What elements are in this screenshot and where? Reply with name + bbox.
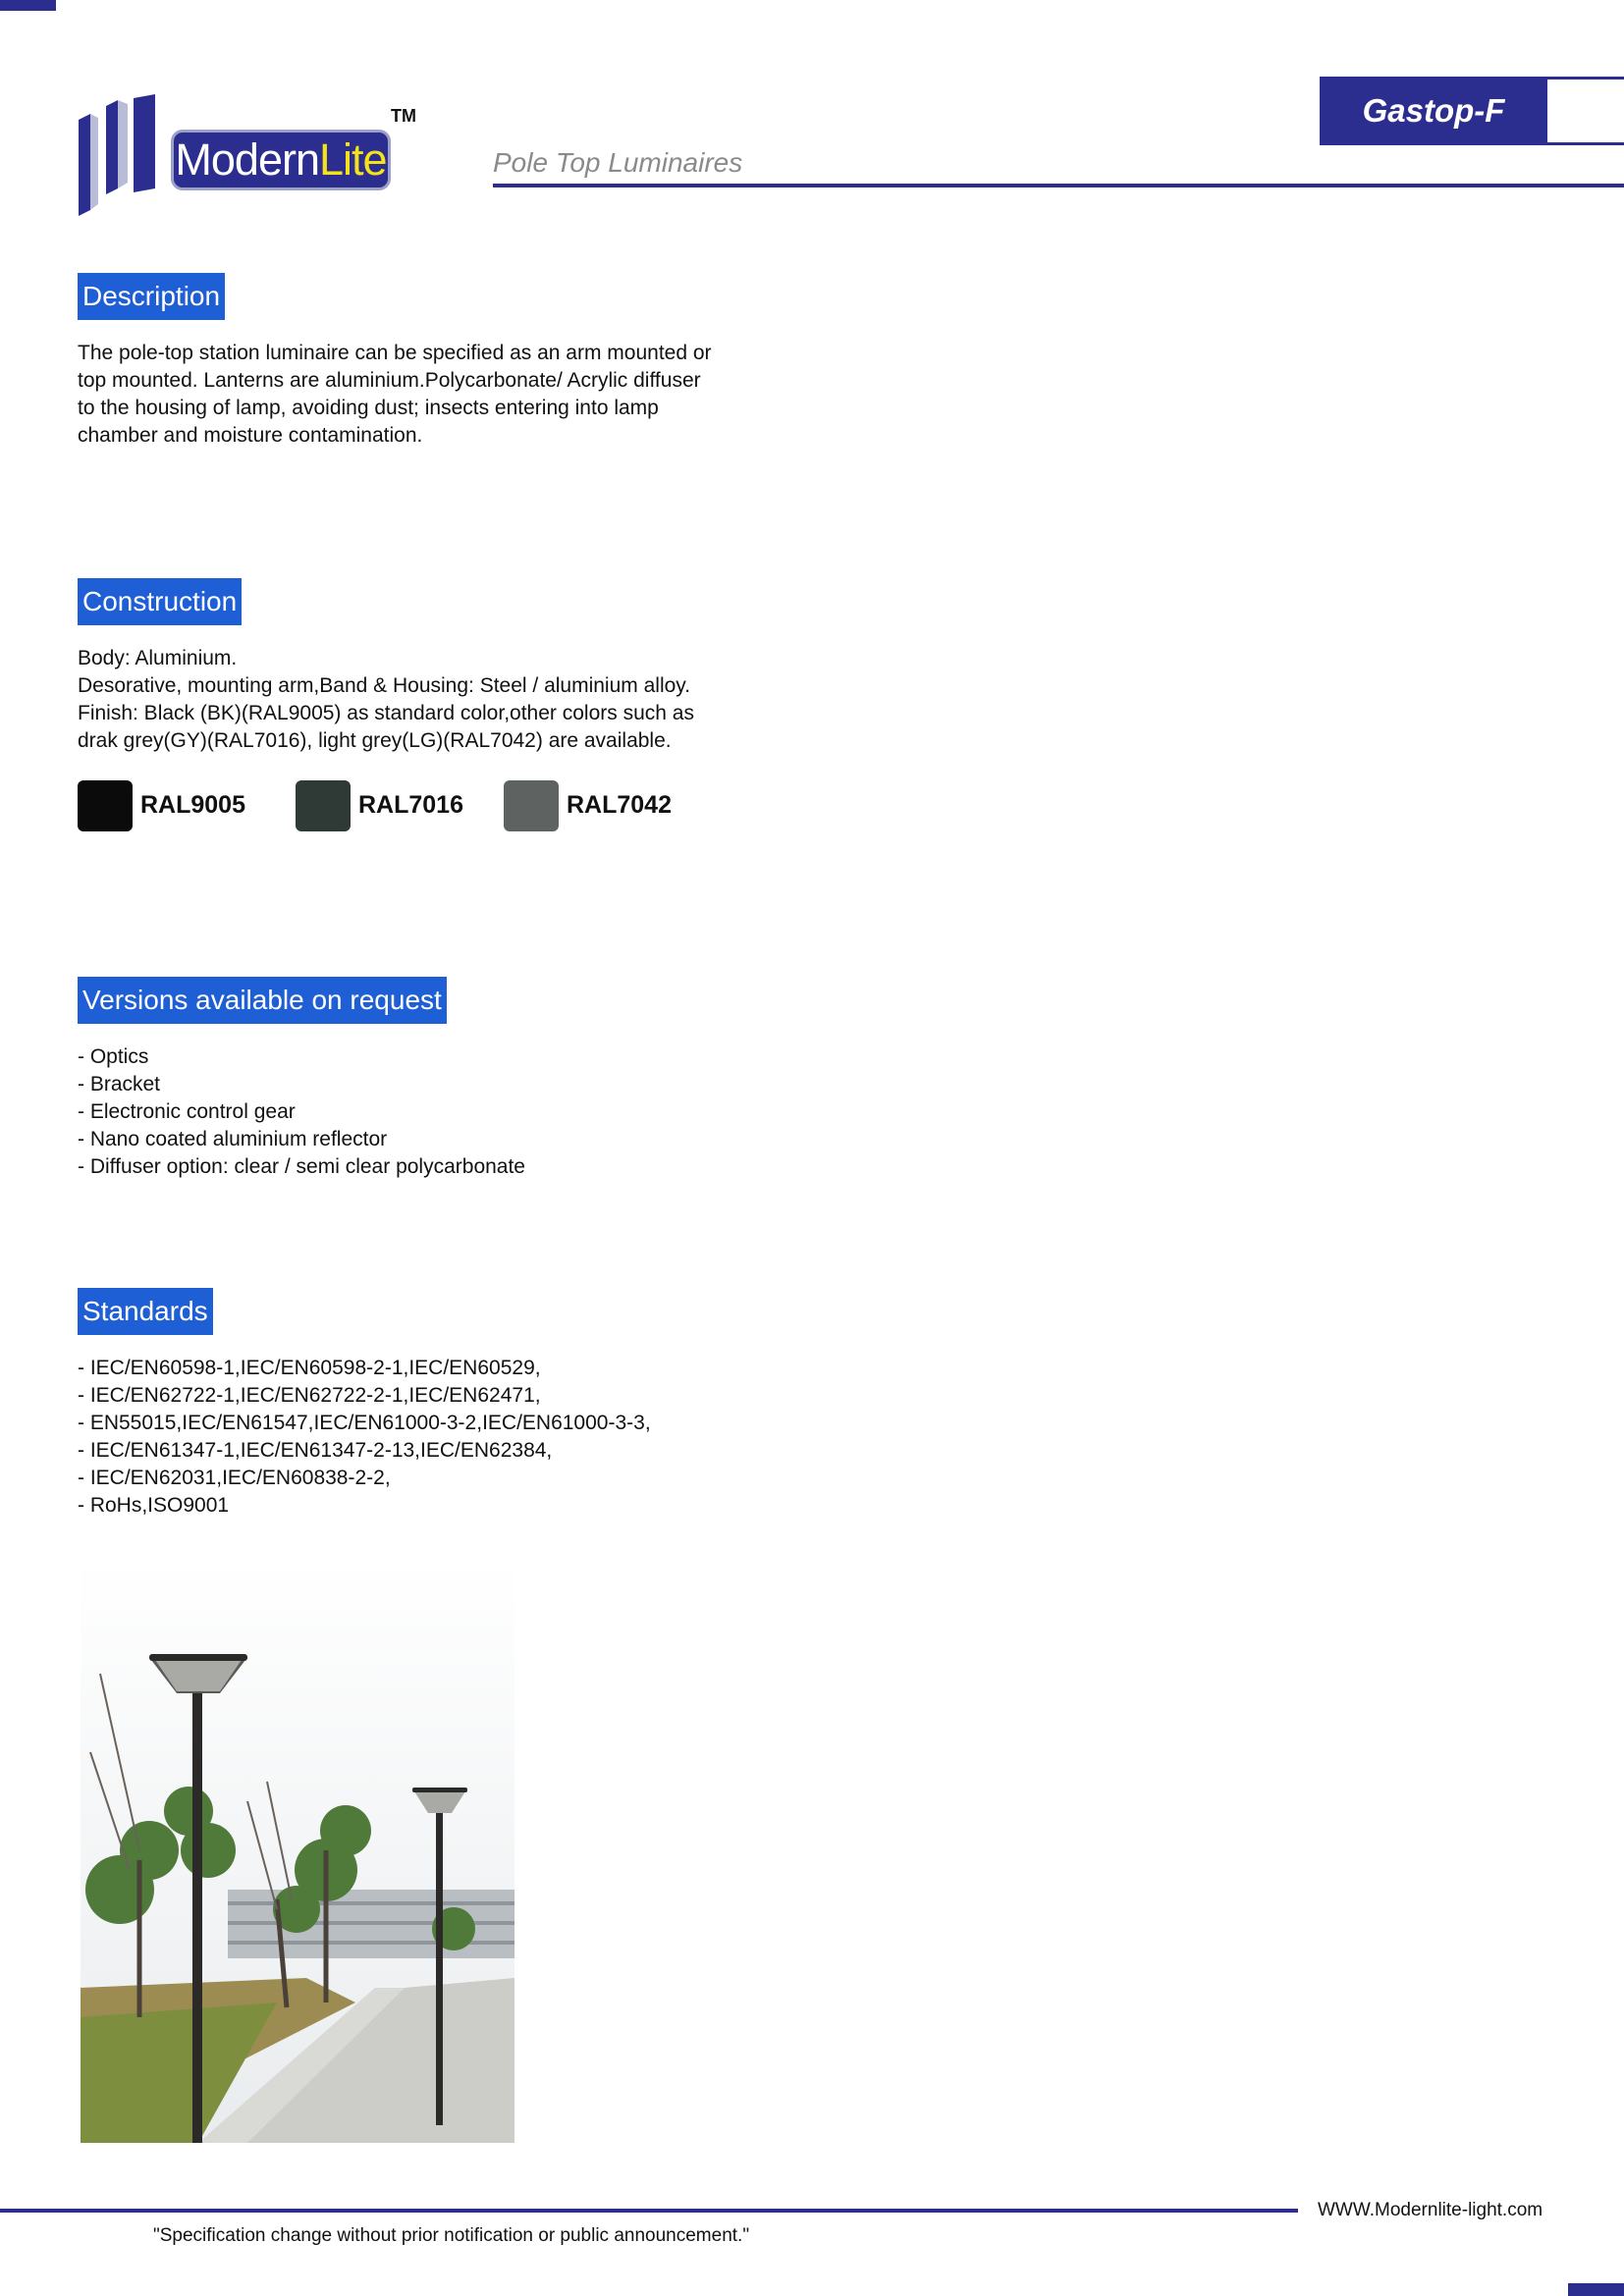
versions-item: - Optics xyxy=(78,1045,149,1068)
color-swatch-ral9005 xyxy=(78,780,133,831)
construction-line: Finish: Black (BK)(RAL9005) as standard color,other colors such as xyxy=(78,702,694,724)
standards-item: - EN55015,IEC/EN61547,IEC/EN61000-3-2,IEC/EN61000-3-3, xyxy=(78,1412,651,1434)
color-swatch-ral7042 xyxy=(504,780,559,831)
construction-line: drak grey(GY)(RAL7016), light grey(LG)(RAL7042) are available. xyxy=(78,729,672,752)
logo-text-accent: Lite xyxy=(319,134,387,185)
model-name-badge: Gastop-F xyxy=(1320,77,1547,145)
corner-accent-top xyxy=(0,0,56,11)
section-heading-description: Description xyxy=(78,273,225,320)
standards-item: - IEC/EN61347-1,IEC/EN61347-2-13,IEC/EN62384, xyxy=(78,1439,553,1462)
section-heading-versions: Versions available on request xyxy=(78,977,447,1024)
corner-accent-bottom xyxy=(1568,2283,1624,2296)
description-line: top mounted. Lanterns are aluminium.Polycarbonate/ Acrylic diffuser xyxy=(78,369,701,392)
standards-item: - IEC/EN60598-1,IEC/EN60598-2-1,IEC/EN60529, xyxy=(78,1357,541,1379)
description-text xyxy=(78,340,712,450)
company-logo xyxy=(77,94,420,217)
model-badge-frame xyxy=(1547,77,1624,145)
section-heading-standards: Standards xyxy=(78,1288,213,1335)
color-swatch-ral7016 xyxy=(296,780,351,831)
description-line: to the housing of lamp, avoiding dust; insects entering into lamp xyxy=(78,397,659,419)
versions-item: - Bracket xyxy=(78,1073,161,1095)
construction-line: Body: Aluminium. xyxy=(78,647,238,669)
description-line: chamber and moisture contamination. xyxy=(78,424,423,447)
section-heading-construction: Construction xyxy=(78,578,242,625)
swatch-label-ral7016: RAL7016 xyxy=(358,791,463,819)
versions-item: - Diffuser option: clear / semi clear polycarbonate xyxy=(78,1155,525,1178)
logo-wordmark xyxy=(171,130,391,190)
footer-divider xyxy=(0,2209,1298,2213)
versions-item: - Electronic control gear xyxy=(78,1100,296,1123)
swatch-label-ral7042: RAL7042 xyxy=(567,791,672,819)
standards-list xyxy=(78,1355,651,1520)
standards-item: - RoHs,ISO9001 xyxy=(78,1494,230,1517)
footer-disclaimer: "Specification change without prior notification or public announcement." xyxy=(153,2225,750,2246)
product-photo xyxy=(81,1556,514,2143)
footer-website-link[interactable]: WWW.Modernlite-light.com xyxy=(1318,2200,1543,2220)
swatch-label-ral9005: RAL9005 xyxy=(140,791,245,819)
standards-item: - IEC/EN62031,IEC/EN60838-2-2, xyxy=(78,1467,391,1489)
page-subtitle: Pole Top Luminaires xyxy=(493,147,743,178)
logo-mark-icon xyxy=(77,94,159,217)
logo-text-main: Modern xyxy=(175,134,319,185)
construction-line: Desorative, mounting arm,Band & Housing: Steel / aluminium alloy. xyxy=(78,674,691,697)
standards-item: - IEC/EN62722-1,IEC/EN62722-2-1,IEC/EN62471, xyxy=(78,1384,541,1407)
construction-text xyxy=(78,645,694,755)
versions-list xyxy=(78,1043,525,1181)
description-line: The pole-top station luminaire can be specified as an arm mounted or xyxy=(78,342,712,364)
header-divider xyxy=(493,184,1624,187)
versions-item: - Nano coated aluminium reflector xyxy=(78,1128,388,1150)
trademark-symbol: TM xyxy=(391,106,416,126)
